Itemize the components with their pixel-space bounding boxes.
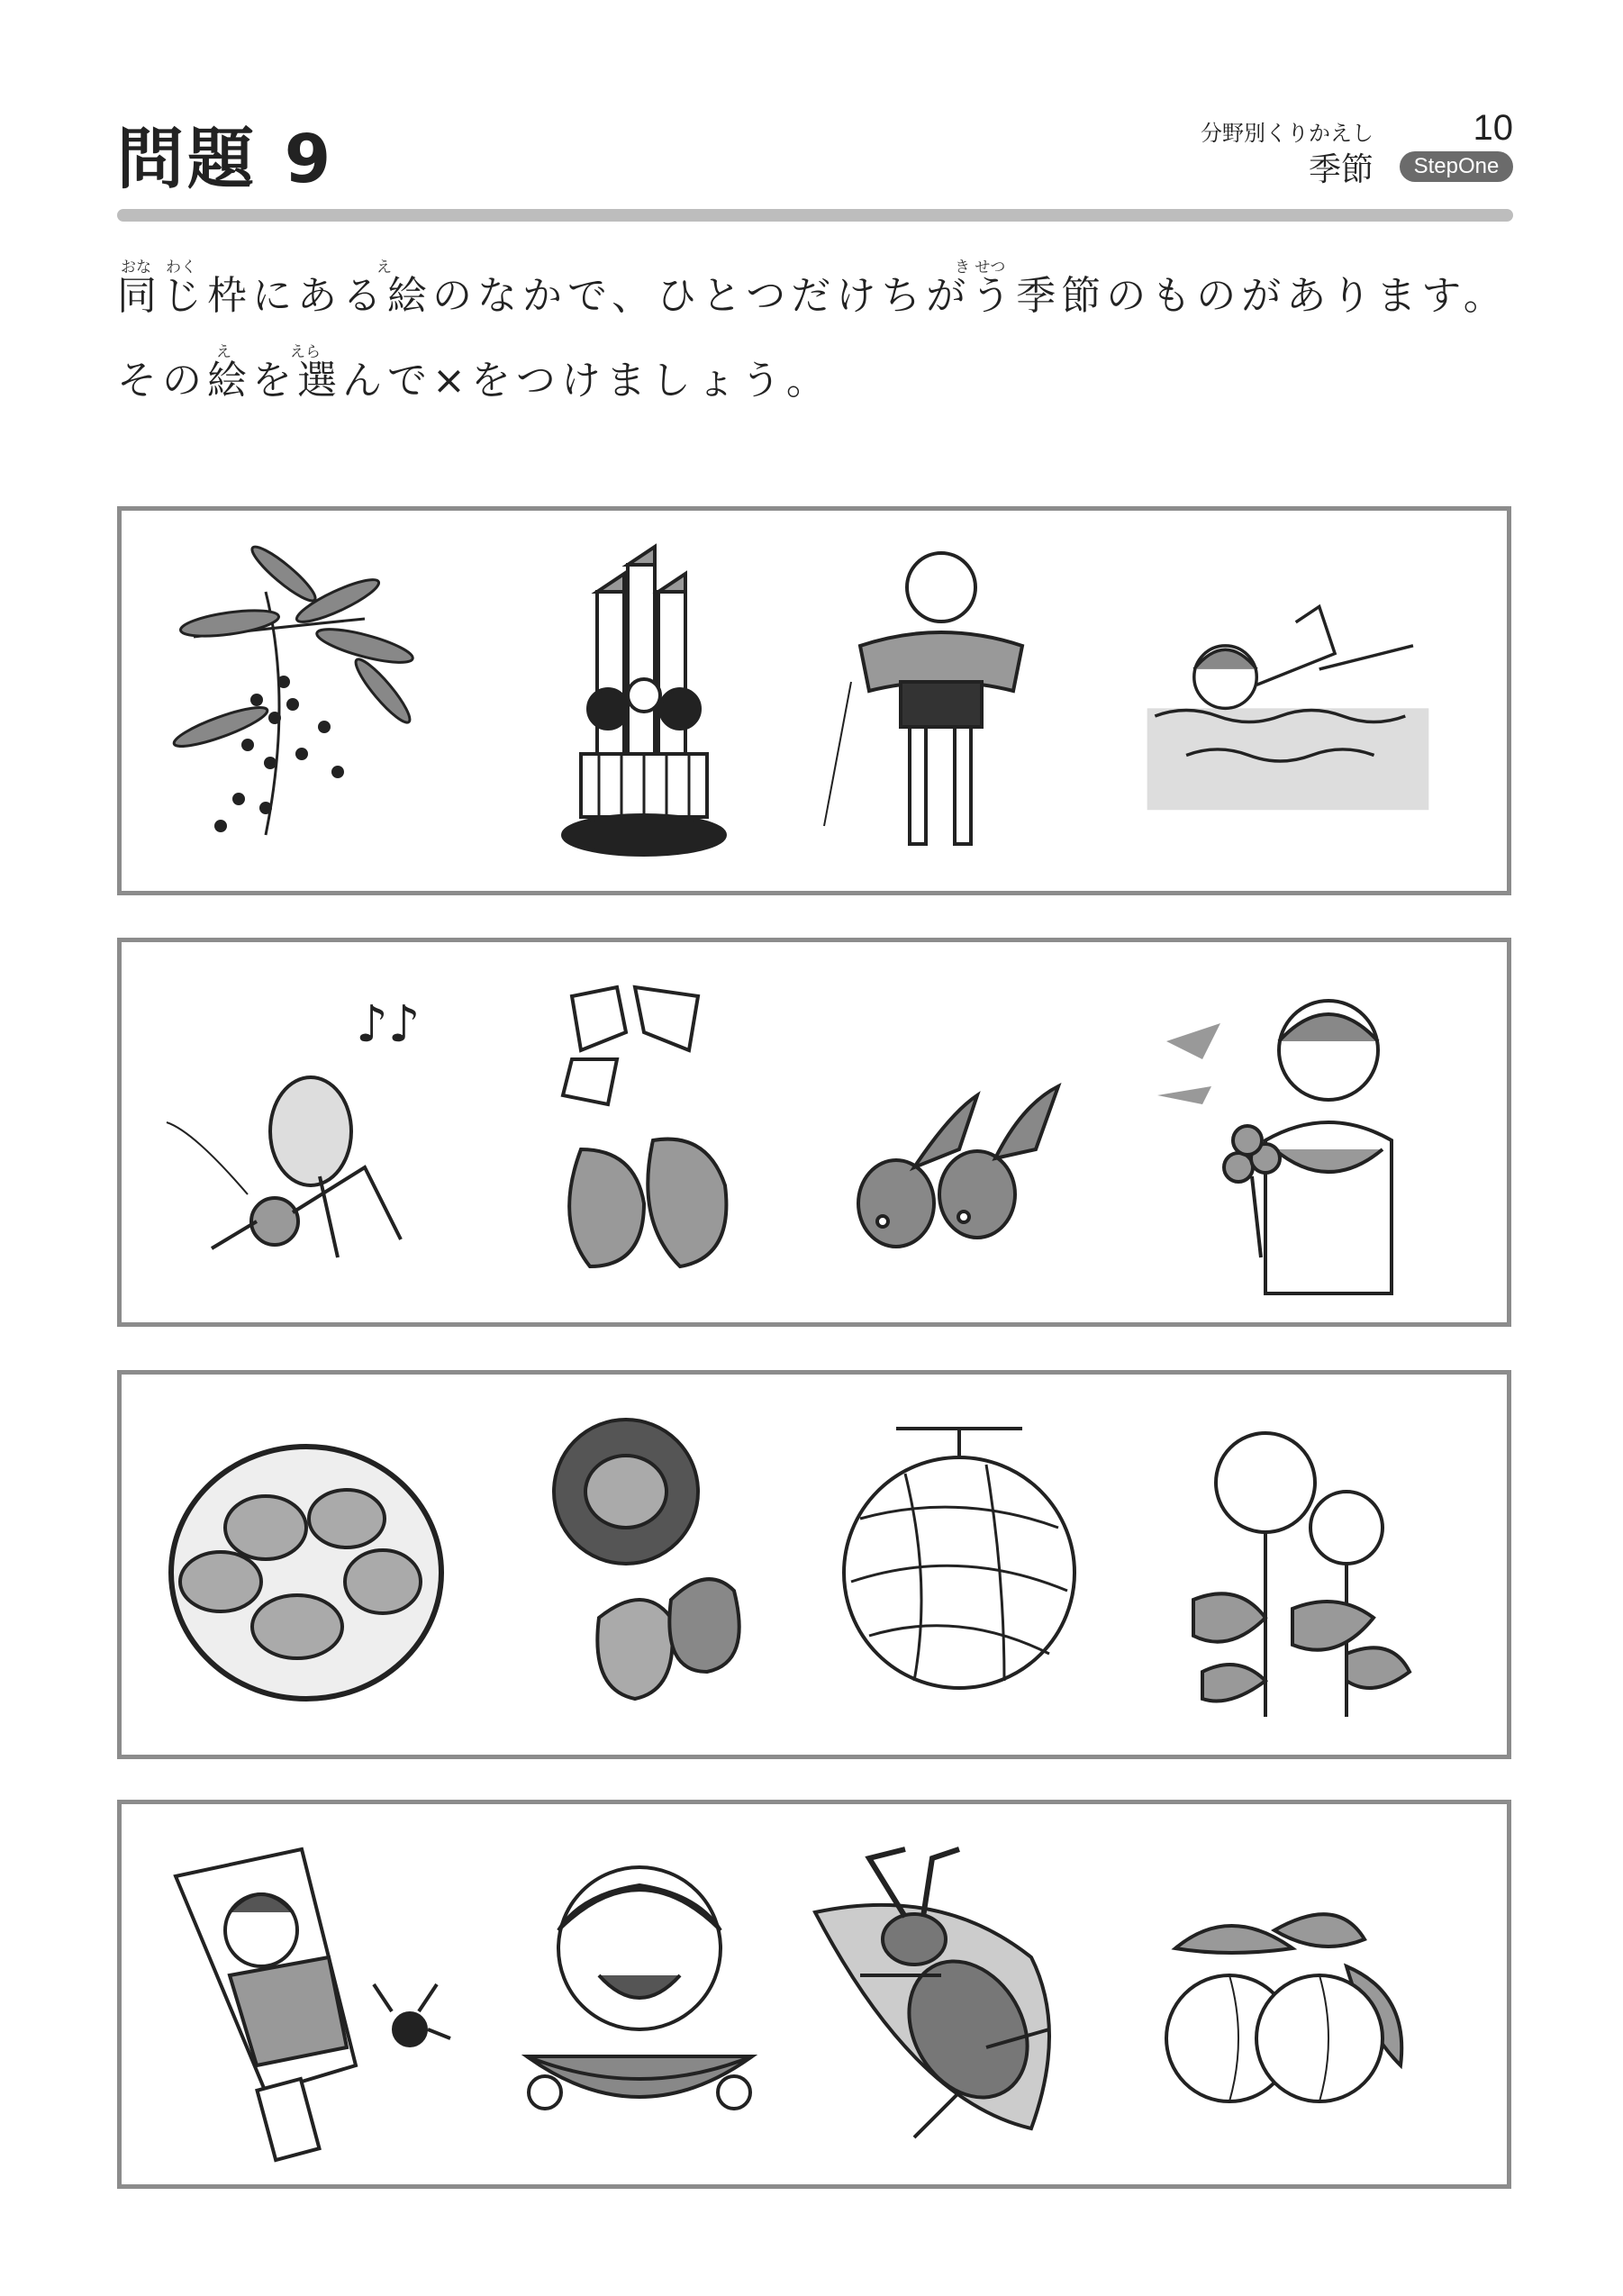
question-row-3: [117, 1370, 1511, 1759]
ruby-erabu: えら: [290, 343, 321, 361]
stepone-badge: StepOne: [1400, 151, 1513, 182]
yakko-kite-icon[interactable]: [806, 538, 1103, 871]
ruby-ona: おな: [121, 259, 151, 277]
page-title: 問題 9: [117, 121, 335, 198]
ruby-kisetsu: き せつ: [955, 259, 1006, 277]
stag-beetle-icon[interactable]: [806, 1831, 1103, 2164]
tadpoles-icon[interactable]: [806, 969, 1103, 1302]
series-label: 分野別くりかえし: [1201, 121, 1374, 146]
question-row-4: [117, 1800, 1511, 2189]
ruby-e2: え: [216, 343, 231, 361]
chestnuts-icon[interactable]: [491, 1402, 788, 1735]
ruby-waku: わく: [166, 259, 196, 277]
topic-label: 季節: [1308, 151, 1374, 188]
question-row-1: [117, 506, 1511, 895]
instruction-line-2: その絵を選んで×をつけましょう。: [117, 358, 831, 404]
header-meta: [1135, 108, 1513, 189]
girl-with-carnations-icon[interactable]: [1139, 969, 1437, 1302]
swimmer-icon[interactable]: [1139, 538, 1437, 871]
peaches-icon[interactable]: [1139, 1831, 1437, 2164]
hagoita-icon[interactable]: [158, 1831, 455, 2164]
melon-icon[interactable]: [806, 1402, 1103, 1735]
kadomatsu-icon[interactable]: [491, 538, 788, 871]
question-row-2: [117, 938, 1511, 1327]
instruction-line-1: 同じ枠にある絵のなかで、ひとつだけちがう季節のものがあります。: [117, 273, 1509, 319]
singing-cricket-icon[interactable]: [158, 969, 455, 1302]
page-number: 10: [1473, 108, 1513, 148]
potato-basket-icon[interactable]: [158, 1402, 455, 1735]
svg-text:♪♪: ♪♪: [356, 995, 421, 1054]
ruby-e1: え: [376, 259, 392, 277]
strawberries-icon[interactable]: [491, 969, 788, 1302]
boy-eating-watermelon-icon[interactable]: [491, 1831, 788, 2164]
nandina-branch-icon[interactable]: [158, 538, 455, 871]
header-rule: [117, 209, 1513, 222]
chrysanthemum-icon[interactable]: [1139, 1402, 1437, 1735]
